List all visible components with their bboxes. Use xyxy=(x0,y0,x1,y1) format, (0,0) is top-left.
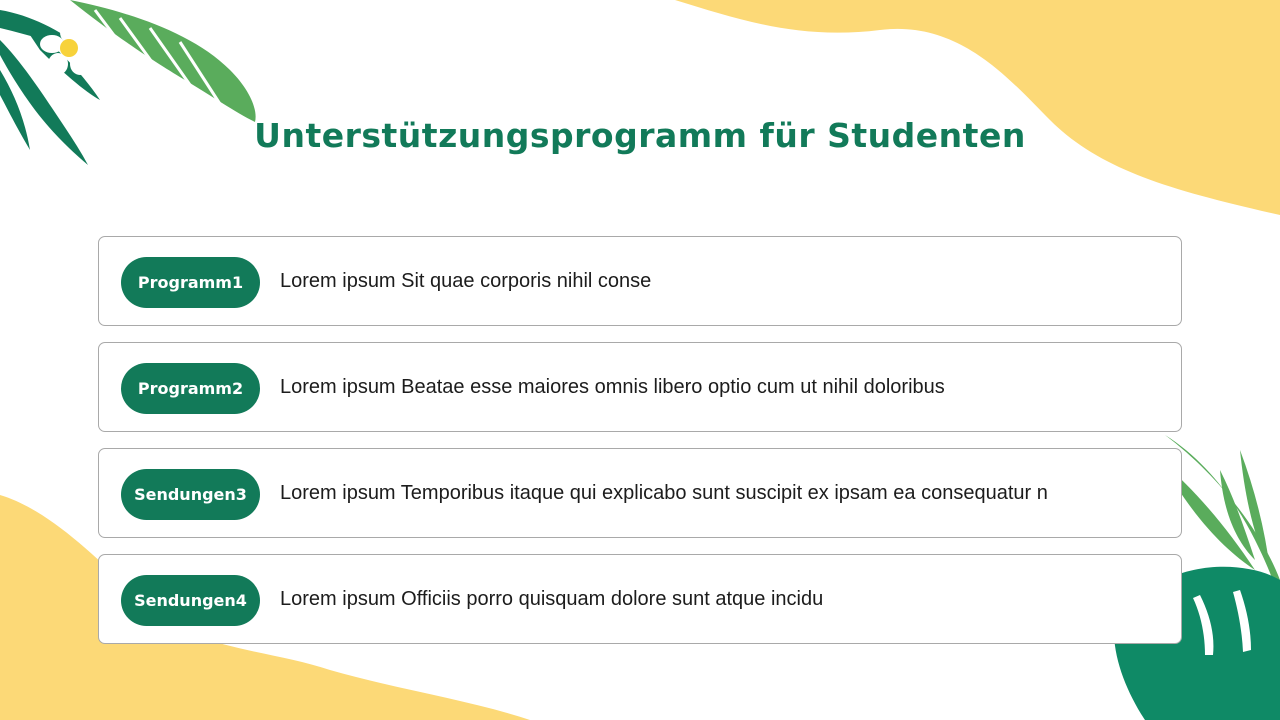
page-title: Unterstützungsprogramm für Studenten xyxy=(254,116,1026,155)
program-description: Lorem ipsum Sit quae corporis nihil conse xyxy=(280,269,652,292)
program-description: Lorem ipsum Beatae esse maiores omnis libero optio cum ut nihil doloribus xyxy=(280,375,945,398)
yellow-blob-top-right xyxy=(675,0,1280,215)
program-description: Lorem ipsum Officiis porro quisquam dolore sunt atque incidu xyxy=(280,587,824,610)
list-item xyxy=(98,342,1182,432)
list-item xyxy=(98,236,1182,326)
list-item xyxy=(98,554,1182,644)
program-label: Sendungen3 xyxy=(121,469,260,520)
program-label: Programm1 xyxy=(121,257,260,308)
program-description: Lorem ipsum Temporibus itaque qui explicabo sunt suscipit ex ipsam ea consequatur n xyxy=(280,481,1048,504)
program-label: Sendungen4 xyxy=(121,575,260,626)
program-label: Programm2 xyxy=(121,363,260,414)
frangipani-flower-icon xyxy=(40,20,100,76)
list-item xyxy=(98,448,1182,538)
